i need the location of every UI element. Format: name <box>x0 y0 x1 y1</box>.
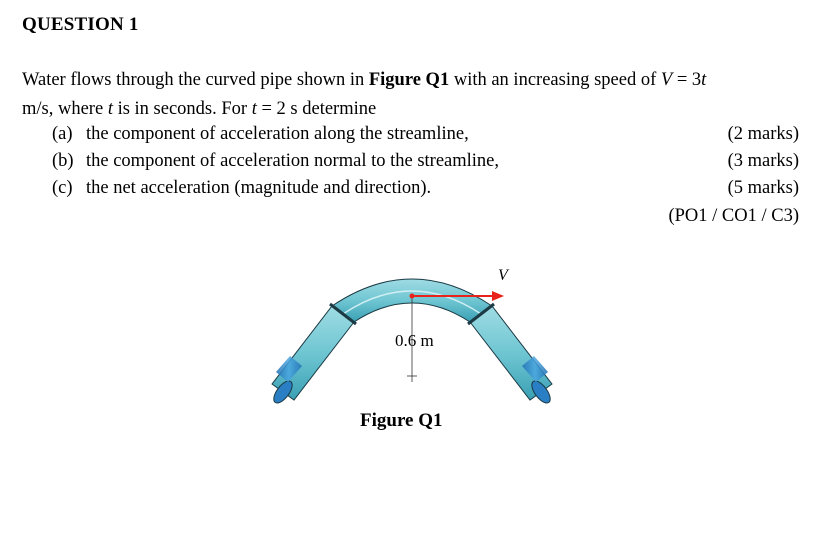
part-c-label: (c) <box>52 178 73 198</box>
figure-caption: Figure Q1 <box>360 410 443 431</box>
part-b-label: (b) <box>52 151 74 171</box>
right-pipe-segment <box>470 306 554 406</box>
part-a <box>52 121 469 148</box>
part-b <box>52 148 499 175</box>
line2-text-1: m/s, where <box>22 99 108 119</box>
part-b-marks: (3 marks) <box>727 151 799 171</box>
line2-text-2: is in seconds. For <box>112 99 252 119</box>
part-c-text: the net acceleration (magnitude and direction). <box>86 178 432 198</box>
part-b-text: the component of acceleration normal to the streamline, <box>86 151 500 171</box>
speed-variable: V <box>660 70 673 90</box>
left-pipe-segment <box>270 306 354 406</box>
velocity-label: V <box>498 267 508 284</box>
part-a-text: the component of acceleration along the streamline, <box>86 124 469 144</box>
radius-label: 0.6 m <box>395 331 434 350</box>
outcome-tag: (PO1 / CO1 / C3) <box>668 206 799 226</box>
part-c <box>52 175 431 202</box>
question-heading: QUESTION 1 <box>22 14 139 35</box>
speed-time-variable: t <box>701 70 707 90</box>
line2-text-3: = 2 s determine <box>256 99 377 119</box>
part-a-marks: (2 marks) <box>727 124 799 144</box>
line2-time-variable-2: t <box>251 99 257 119</box>
curved-pipe-figure <box>262 262 562 422</box>
part-c-marks: (5 marks) <box>727 178 799 198</box>
speed-equation: = 3 <box>672 70 702 90</box>
intro-text-1: Water flows through the curved pipe shown in <box>22 70 369 90</box>
intro-text-2: with an increasing speed of <box>449 70 661 90</box>
line2-time-variable: t <box>107 99 113 119</box>
figure-reference: Figure Q1 <box>368 70 450 90</box>
question-text <box>22 66 802 124</box>
part-a-label: (a) <box>52 124 73 144</box>
